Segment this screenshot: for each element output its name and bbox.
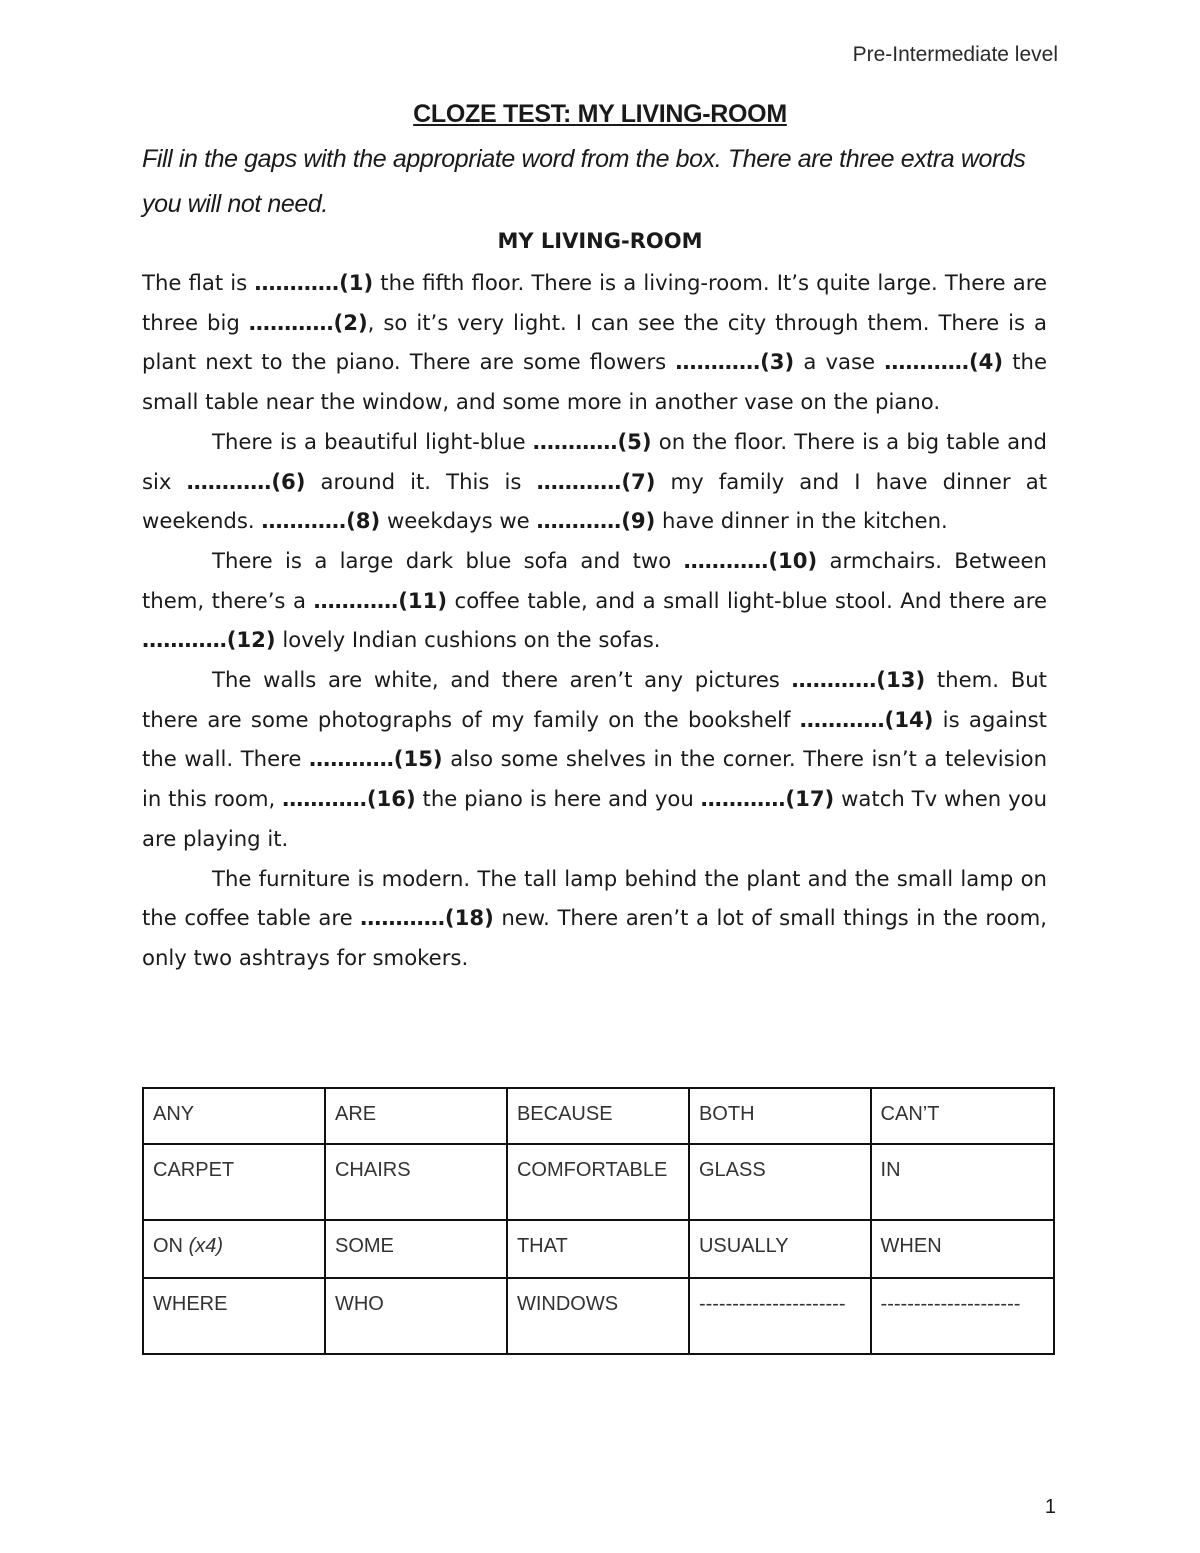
word-box-cell	[325, 1088, 507, 1144]
word-count-note: (x4)	[188, 1235, 224, 1257]
header-level-label: Pre-Intermediate level	[852, 43, 1058, 66]
story-text: There is a beautiful light-blue	[212, 428, 533, 454]
word-option: WINDOWS	[516, 1293, 619, 1315]
word-option: SOME	[334, 1235, 394, 1257]
story-paragraph	[142, 541, 1047, 660]
story-text: on the floor. There is a big table and six	[142, 428, 1047, 494]
word-option: ARE	[334, 1103, 377, 1125]
word-box-cell	[325, 1144, 507, 1220]
story-text: The flat is	[142, 270, 255, 295]
story-paragraph	[142, 422, 1047, 541]
gap-blank: …………(7)	[536, 468, 656, 494]
word-box-cell	[143, 1220, 325, 1278]
instructions-text: Fill in the gaps with the appropriate word from the box. There are three extra words you will not need.	[142, 145, 1026, 218]
word-box-cell	[507, 1278, 689, 1354]
word-box-cell	[871, 1220, 1054, 1278]
story-text: armchairs. Between them, there’s a	[142, 547, 1047, 613]
word-box-row	[143, 1220, 1054, 1278]
word-option: BOTH	[698, 1103, 755, 1125]
word-box-cell	[871, 1088, 1054, 1144]
word-box-cell	[689, 1144, 871, 1220]
gap-blank: …………(1)	[254, 270, 374, 295]
word-option: ---------------------	[880, 1293, 1021, 1315]
word-box-cell	[143, 1144, 325, 1220]
story-text: them. But there are some photographs of my family on the bookshelf	[142, 667, 1047, 732]
word-option: CAN’T	[880, 1103, 940, 1125]
story-paragraph	[142, 660, 1047, 859]
word-option: WHERE	[153, 1293, 228, 1315]
word-box-cell	[143, 1278, 325, 1354]
gap-blank: …………(12)	[142, 627, 276, 653]
story-title: MY LIVING-ROOM	[497, 229, 703, 253]
story-text: The walls are white, and there aren’t any pictures	[212, 667, 792, 693]
gap-blank: …………(4)	[884, 349, 1004, 375]
story-text: is against the wall. There	[142, 706, 1047, 772]
gap-blank: …………(15)	[309, 746, 443, 772]
story-text: coffee table, and a small light-blue stool. And there are	[447, 587, 1047, 613]
story-text: a vase	[794, 349, 885, 375]
word-box-cell	[871, 1144, 1054, 1220]
gap-blank: …………(16)	[282, 786, 416, 812]
word-box-cell	[507, 1220, 689, 1278]
gap-blank: …………(6)	[186, 468, 306, 494]
word-option: ----------------------	[698, 1293, 846, 1315]
word-box-row	[143, 1278, 1054, 1354]
story-text: The furniture is modern. The tall lamp behind the plant and the small lamp on the coffee table are	[142, 865, 1047, 931]
word-option: BECAUSE	[516, 1103, 613, 1125]
story-text: also some shelves in the corner. There isn’t a television in this room,	[142, 746, 1047, 812]
word-option: GLASS	[698, 1159, 766, 1181]
word-box-cell	[325, 1220, 507, 1278]
gap-blank: …………(18)	[360, 905, 494, 931]
word-option: IN	[880, 1159, 901, 1181]
word-option: CHAIRS	[334, 1159, 411, 1181]
word-box-row	[143, 1144, 1054, 1220]
word-box-cell	[325, 1278, 507, 1354]
story-text: the fifth floor. There is a living-room. It’s quite large. There are three big	[142, 270, 1047, 335]
story-text: new. There aren’t a lot of small things in the room, only two ashtrays for smokers.	[142, 905, 1047, 970]
word-box-cell	[871, 1278, 1054, 1354]
gap-blank: …………(14)	[799, 706, 934, 732]
story-text: the small table near the window, and some more in another vase on the piano.	[142, 349, 1047, 415]
word-option: USUALLY	[698, 1235, 789, 1257]
story-text: There is a large dark blue sofa and two	[212, 547, 684, 573]
word-box-cell	[507, 1088, 689, 1144]
gap-blank: …………(13)	[791, 667, 926, 693]
word-option: CARPET	[153, 1159, 235, 1181]
word-option: ANY	[153, 1103, 195, 1125]
gap-blank: …………(11)	[313, 587, 448, 613]
gap-blank: …………(9)	[536, 508, 656, 534]
word-box-cell	[507, 1144, 689, 1220]
word-option: WHEN	[880, 1235, 942, 1257]
page-number: 1	[1044, 1496, 1056, 1518]
gap-blank: …………(3)	[675, 349, 795, 375]
story-text: my family and I have dinner at weekends.	[142, 468, 1047, 534]
story-text: , so it’s very light. I can see the city through them. There is a plant next to the piano. There are some flowers	[142, 309, 1047, 375]
page-title: CLOZE TEST: MY LIVING-ROOM	[413, 100, 787, 128]
word-box-cell	[143, 1088, 325, 1144]
story-paragraph	[142, 859, 1047, 978]
gap-blank: …………(8)	[261, 508, 381, 534]
word-box-cell	[689, 1278, 871, 1354]
word-box-table	[142, 1087, 1055, 1355]
story-text: around it. This is	[305, 468, 537, 494]
gap-blank: …………(10)	[683, 547, 818, 573]
story-paragraph	[142, 263, 1047, 422]
story-text: the piano is here and you	[415, 786, 701, 812]
story-text: weekdays we	[380, 508, 537, 534]
gap-blank: …………(17)	[700, 786, 835, 812]
word-option: ON	[153, 1235, 189, 1257]
word-box-row	[143, 1088, 1054, 1144]
story-body	[142, 263, 1047, 978]
word-option: COMFORTABLE	[516, 1159, 668, 1181]
word-option: WHO	[334, 1293, 384, 1315]
word-box-cell	[689, 1088, 871, 1144]
gap-blank: …………(5)	[532, 428, 652, 454]
gap-blank: …………(2)	[248, 309, 368, 335]
word-box-cell	[689, 1220, 871, 1278]
story-text: have dinner in the kitchen.	[655, 508, 948, 534]
story-text: lovely Indian cushions on the sofas.	[275, 627, 661, 653]
story-text: watch Tv when you are playing it.	[142, 786, 1047, 851]
word-option: THAT	[516, 1235, 568, 1257]
